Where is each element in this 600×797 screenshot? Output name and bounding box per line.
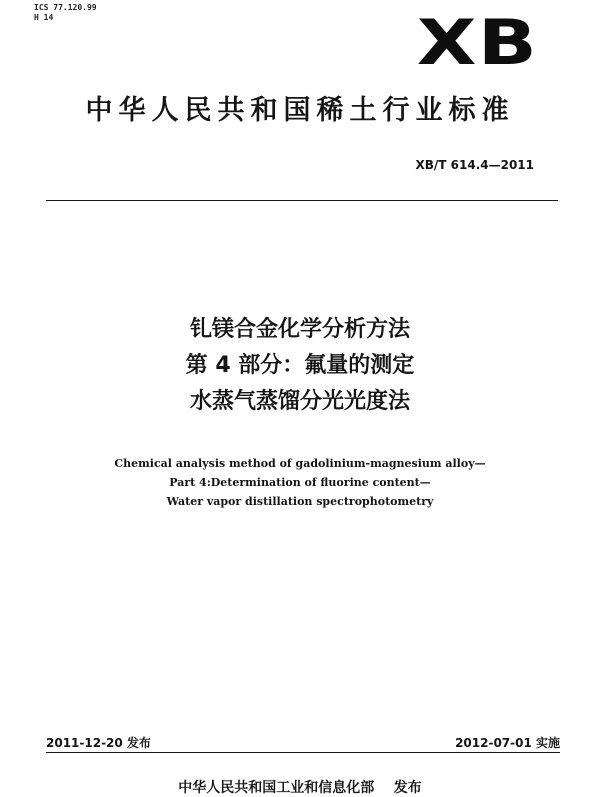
issue-date: 2011-12-20 发布	[46, 736, 151, 750]
title-en-line-1: Chemical analysis method of gadolinium-magnesium alloy—	[114, 457, 486, 470]
bottom-divider	[46, 752, 560, 753]
title-cn-line-3: 水蒸气蒸馏分光光度法	[189, 389, 410, 414]
title-en-line-3: Water vapor distillation spectrophotometry	[166, 495, 434, 508]
title-cn-line-2: 第 4 部分：氟量的测定	[185, 353, 415, 378]
implement-date: 2012-07-01 实施	[455, 736, 560, 750]
publisher: 中华人民共和国工业和信息化部 发布	[178, 780, 422, 796]
classification-codes	[34, 3, 97, 23]
top-divider	[46, 200, 558, 201]
ics-code: ICS 77.120.99	[34, 3, 97, 12]
xb-logo: XB	[416, 6, 538, 79]
title-en-line-2: Part 4:Determination of fluorine content—	[169, 476, 431, 489]
org-title: 中华人民共和国稀土行业标准	[85, 95, 515, 126]
standard-code: XB/T 614.4—2011	[415, 158, 534, 172]
title-en	[0, 454, 600, 511]
title-cn	[0, 312, 600, 420]
ccs-code: H 14	[34, 13, 54, 22]
title-cn-line-1: 钆镁合金化学分析方法	[189, 317, 410, 342]
